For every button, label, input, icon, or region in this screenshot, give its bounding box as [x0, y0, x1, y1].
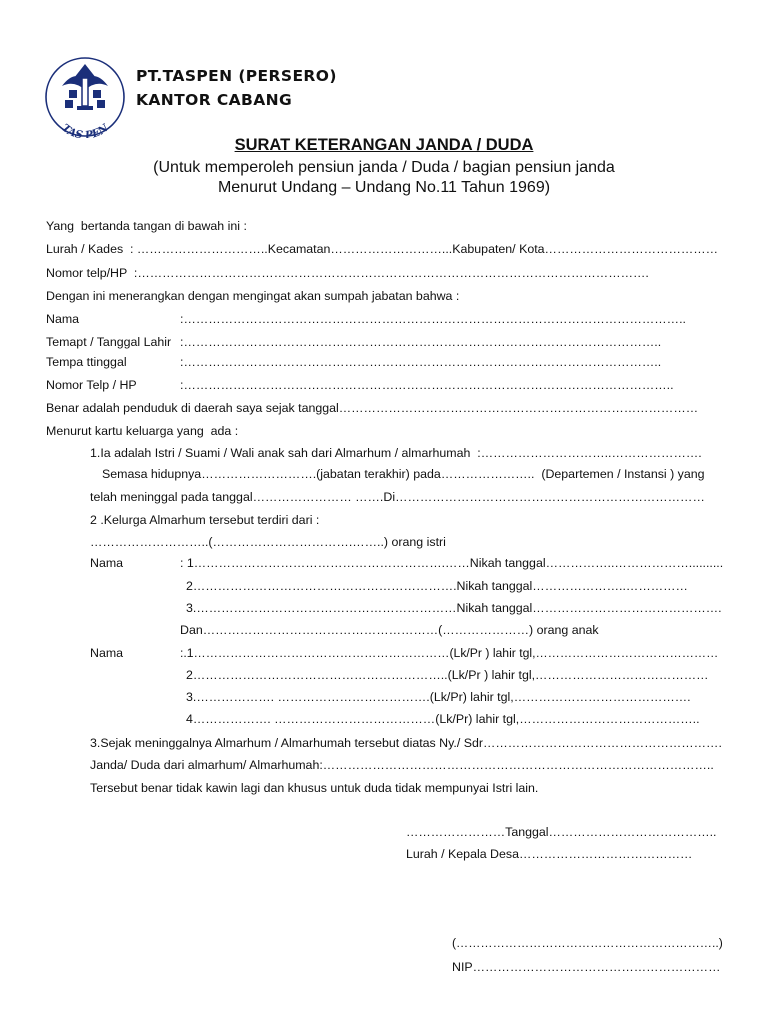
- telp-line: Nomor telp/HP :…………………………………………………………………………………………………………….: [46, 266, 649, 280]
- field-dots-nama: :…………………………………………………………………………………………………………..: [180, 312, 686, 326]
- lurah-line: Lurah / Kades : …………………………..Kecamatan………………………...Kabupaten/ Kota……………………………………: [46, 242, 719, 256]
- menurut-line: Menurut kartu keluarga yang ada :: [46, 424, 239, 438]
- point1-line-a: 1.Ia adalah Istri / Suami / Wali anak sah dari Almarhum / almarhumah :…………………………..………………….: [90, 446, 702, 460]
- point1-line-c: telah meninggal pada tanggal…………………… …….Di…………………………………………………………………: [90, 490, 705, 504]
- anak-row-2: 2……………………………………………………..(Lk/Pr ) lahir tgl,……………………………………: [186, 668, 709, 682]
- nama-label-anak: Nama: [90, 646, 124, 660]
- anak-row-3: 3.………………. ……………………………….(Lk/Pr) lahir tgl,…………………………………….: [186, 690, 691, 704]
- istri-row-2: 2……………………………………………………….Nikah tanggal…………………..……………: [186, 579, 688, 593]
- taspen-logo: [44, 56, 126, 138]
- anak-row-1: :.1………………………………………………………(Lk/Pr ) lahir tgl,………………………………………: [180, 646, 719, 660]
- field-dots-telp: :………………………………………………………………………………………………………..: [180, 378, 674, 392]
- nama-label-istri: Nama: [90, 556, 124, 570]
- point1-line-b: Semasa hidupnya……………………….(jabatan terakhir) pada………………….. (Departemen / Instansi ) yang: [102, 467, 705, 481]
- istri-row-1: : 1…………………………………………………….……Nikah tanggal……………..………………..........: [180, 556, 724, 570]
- field-label-ttl: Temapt / Tanggal Lahir: [46, 335, 172, 349]
- benar-line: Benar adalah penduduk di daerah saya sejak tanggal……………………………………………………………………………: [46, 401, 699, 415]
- point3-line-c: Tersebut benar tidak kawin lagi dan khusus untuk duda tidak mempunyai Istri lain.: [90, 781, 539, 795]
- document-subtitle-1: (Untuk memperoleh pensiun janda / Duda / bagian pensiun janda: [153, 159, 615, 176]
- point3-line-a: 3.Sejak meninggalnya Almarhum / Almarhumah tersebut diatas Ny./ Sdr………………………………………………….: [90, 736, 722, 750]
- intro-text: Yang bertanda tangan di bawah ini :: [46, 219, 247, 233]
- anak-row-4: 4………………. …………………………………(Lk/Pr) lahir tgl,……………………………………..: [186, 712, 700, 726]
- field-dots-tempat: :……………………………………………………………………………………………………..: [180, 355, 662, 369]
- svg-text:TAS PEN: TAS PEN: [59, 121, 111, 138]
- istri-count-line: ………………………..(…………………………….……..) orang istri: [90, 535, 446, 549]
- field-label-telp: Nomor Telp / HP: [46, 378, 137, 392]
- signature-name-paren: (………………………………………………………..): [452, 936, 723, 950]
- point2-line: 2 .Kelurga Almarhum tersebut terdiri dari :: [90, 513, 320, 527]
- istri-row-3: 3.………………………………………………………Nikah tanggal……………………………………….: [186, 601, 722, 615]
- field-label-nama: Nama: [46, 312, 80, 326]
- declaration-text: Dengan ini menerangkan dengan mengingat akan sumpah jabatan bahwa :: [46, 289, 460, 303]
- anak-count-line: Dan…………………………………………………(…………………) orang anak: [180, 623, 599, 637]
- document-subtitle-2: Menurut Undang – Undang No.11 Tahun 1969): [217, 179, 551, 196]
- signature-nip-line: NIP……………………………………………………: [452, 960, 721, 974]
- signature-date-line: ……………………Tanggal…………………………………..: [406, 825, 717, 839]
- office-name: KANTOR CABANG: [136, 91, 293, 109]
- signature-lurah-line: Lurah / Kepala Desa……………………………………: [406, 847, 693, 861]
- point3-line-b: Janda/ Duda dari almarhum/ Almarhumah:…………………………………………………………………………………..: [90, 758, 714, 772]
- field-label-tempat: Tempa ttinggal: [46, 355, 127, 369]
- document-title: SURAT KETERANGAN JANDA / DUDA: [234, 136, 534, 154]
- field-dots-ttl: :……………………………………………………………………………………………………..: [180, 335, 662, 349]
- company-name: PT.TASPEN (PERSERO): [136, 67, 337, 85]
